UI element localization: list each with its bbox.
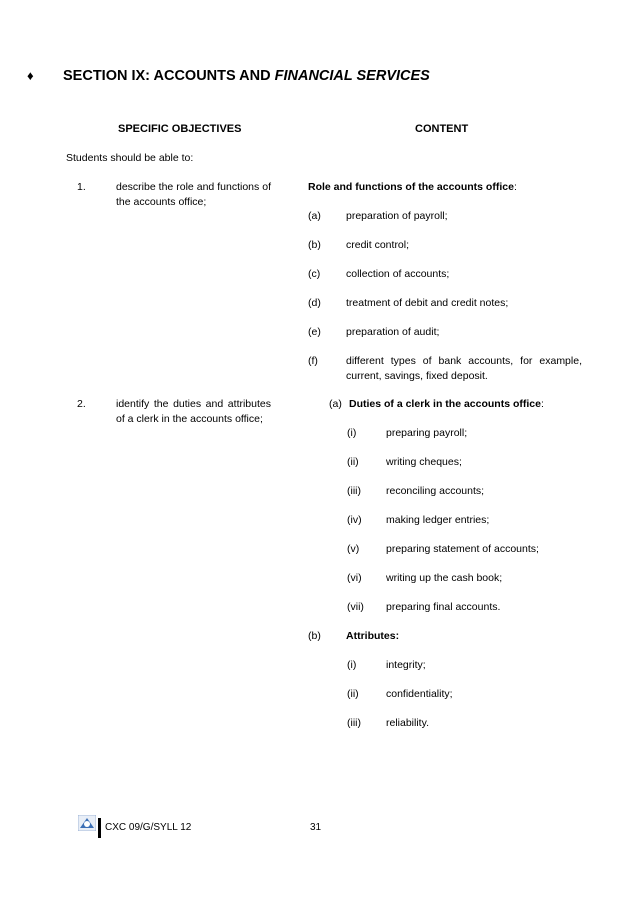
duty-text: writing cheques;: [386, 456, 462, 468]
section-title: [27, 68, 430, 84]
content-item-text: treatment of debit and credit notes;: [346, 297, 509, 309]
content-item-label: (d): [308, 297, 321, 309]
section-title-main: SECTION IX: ACCOUNTS AND: [63, 68, 275, 84]
attributes-heading: Attributes:: [346, 630, 400, 642]
diamond-bullet-icon: ♦: [27, 68, 34, 83]
duty-label: (i): [347, 427, 357, 439]
duties-heading-text: Duties of a clerk in the accounts office: [349, 398, 541, 410]
footer-divider: [98, 818, 101, 838]
content-item-text: preparation of audit;: [346, 326, 440, 338]
duty-label: (iv): [347, 514, 362, 526]
duty-text: writing up the cash book;: [386, 572, 503, 584]
objective-text: describe the role and functions of the accounts office;: [116, 181, 271, 208]
content-item-label: (f): [308, 355, 318, 367]
duty-label: (v): [347, 543, 360, 555]
duty-label: (ii): [347, 456, 359, 468]
attributes-label: (b): [308, 630, 321, 642]
content-item-text: credit control;: [346, 239, 410, 251]
content-item-label: (c): [308, 268, 321, 280]
attribute-text: confidentiality;: [386, 688, 453, 700]
content-header: CONTENT: [415, 123, 469, 135]
duty-label: (vii): [347, 601, 364, 613]
content-heading-roles: [308, 180, 517, 195]
attribute-label: (i): [347, 659, 357, 671]
cxc-logo-icon: [78, 815, 96, 831]
content-heading-text: Role and functions of the accounts office: [308, 181, 514, 193]
page-number: 31: [310, 822, 322, 833]
objective-text: identify the duties and attributes of a clerk in the accounts office;: [116, 398, 271, 425]
attribute-label: (ii): [347, 688, 359, 700]
footer-code: CXC 09/G/SYLL 12: [105, 822, 192, 833]
objectives-header: SPECIFIC OBJECTIVES: [118, 123, 242, 135]
intro-text: Students should be able to:: [66, 152, 194, 164]
section-title-italic: FINANCIAL SERVICES: [274, 68, 430, 84]
duty-text: reconciling accounts;: [386, 485, 485, 497]
duty-label: (vi): [347, 572, 362, 584]
duty-text: making ledger entries;: [386, 514, 490, 526]
duties-label: (a): [329, 398, 342, 410]
attribute-text: integrity;: [386, 659, 426, 671]
duty-label: (iii): [347, 485, 361, 497]
objective-number: 1.: [77, 181, 86, 193]
duty-text: preparing final accounts.: [386, 601, 501, 613]
content-heading-suffix: :: [513, 181, 517, 193]
content-item-text: different types of bank accounts, for example, current, savings, fixed deposit.: [346, 355, 582, 382]
duties-heading: [349, 397, 544, 412]
attribute-text: reliability.: [386, 717, 429, 729]
content-item-label: (b): [308, 239, 321, 251]
content-item-text: preparation of payroll;: [346, 210, 448, 222]
objective-number: 2.: [77, 398, 86, 410]
attribute-label: (iii): [347, 717, 361, 729]
duties-heading-suffix: :: [540, 398, 544, 410]
content-item-label: (e): [308, 326, 321, 338]
content-item-text: collection of accounts;: [346, 268, 450, 280]
content-item-label: (a): [308, 210, 321, 222]
duty-text: preparing payroll;: [386, 427, 468, 439]
duty-text: preparing statement of accounts;: [386, 543, 539, 555]
